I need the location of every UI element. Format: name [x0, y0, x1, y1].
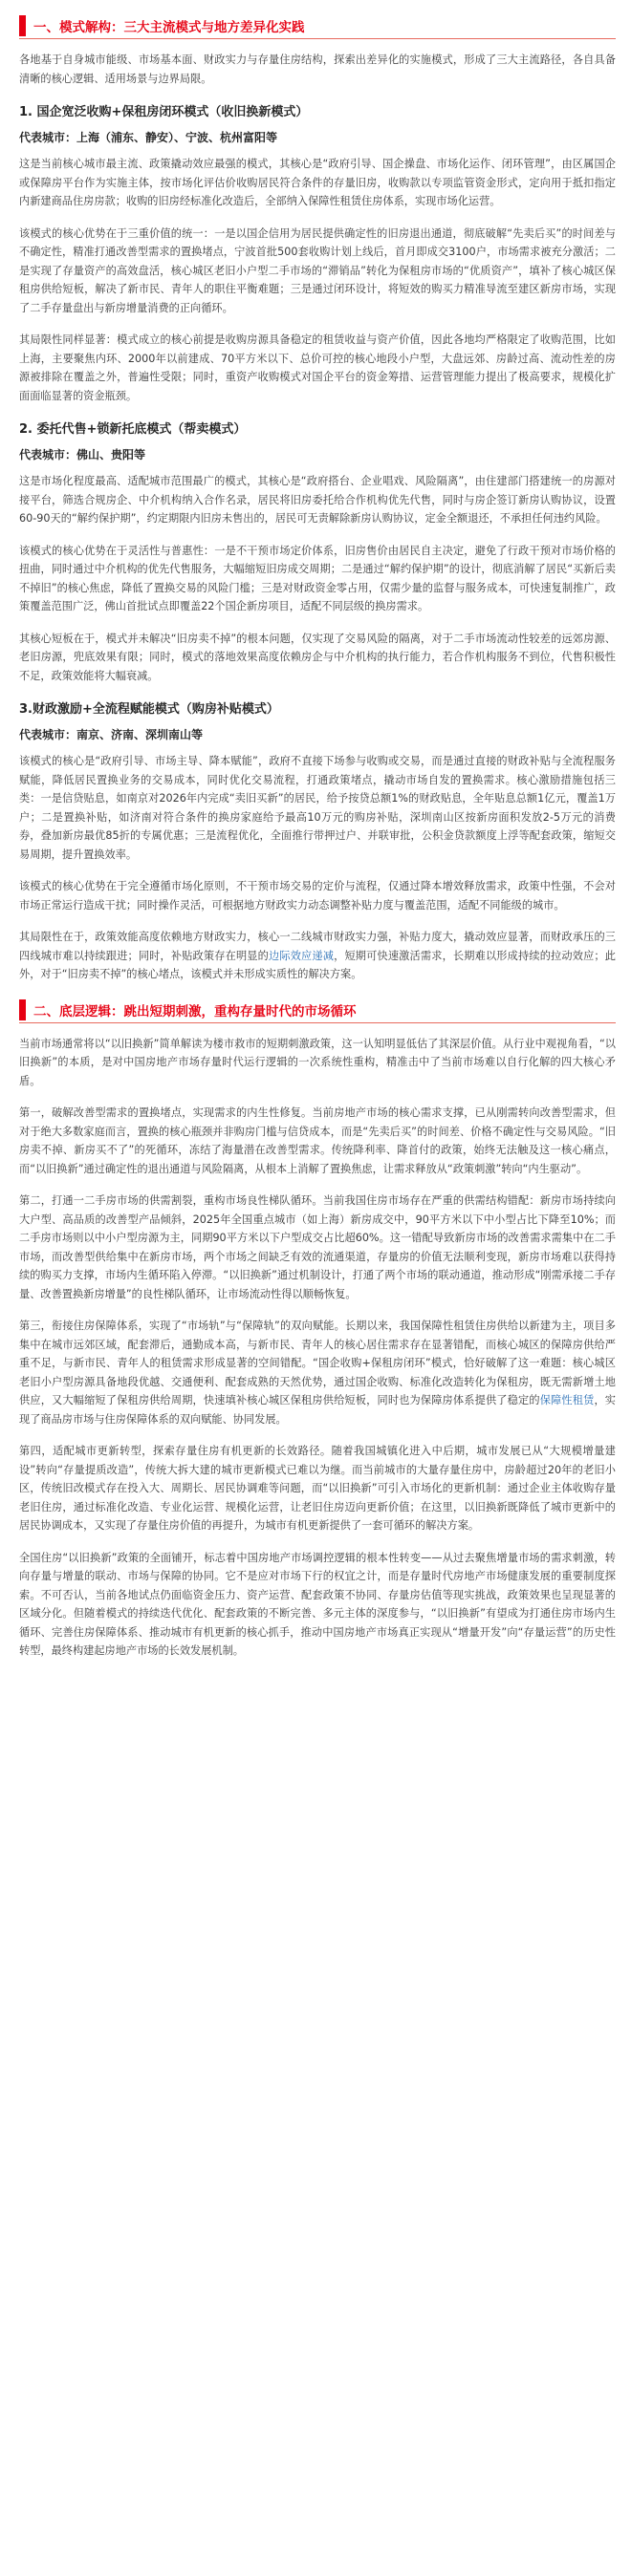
keyword-link[interactable]: 边际效应递减 [269, 949, 335, 962]
paragraph: 该模式的核心是“政府引导、市场主导、降本赋能”，政府不直接下场参与收购或交易，而是通过直接的财政补贴与全流程服务赋能，降低居民置换业务的交易成本，同时优化交易流程，打通政策堵点，撬动市场自发的置换需求。核心激励措施包括三类：一是信贷贴息，如南京对2026年内完成“卖旧买新”的居民，给予按贷总额1%的财政贴息，全年贴息总额1亿元，覆盖1万户；二是置换补贴，如济南对符合条件的换房家庭给予最高10万元的购房补贴，深圳南山区按新房面积发放2-5万元的消费券，叠加新房最优85折的专属优惠；三是流程优化，全面推行带押过户、并联审批，公积金贷款额度上浮等配套政策，缩短交易周期，提升置换效率。 [19, 755, 616, 861]
section-header [19, 998, 616, 1023]
mode-heading: 1. 国企宽泛收购+保租房闭环模式（收旧换新模式） [19, 105, 309, 119]
keyword-link[interactable]: 保障性租赁 [539, 1394, 595, 1406]
section-header [19, 13, 616, 39]
paragraph: 该模式的核心优势在于灵活性与普惠性：一是不干预市场定价体系，旧房售价由居民自主决定，避免了行政干预对市场价格的扭曲，同时通过中介机构的优先代售服务，大幅缩短旧房成交周期；二是通过“解约保护期”的设计，彻底消解了居民“买新后卖不掉旧”的核心焦虑，降低了置换交易的风险门槛；三是对财政资金零占用，仅需少量的监督与服务成本，可快速复制推广，政策覆盖范围广泛，佛山首批试点即覆盖22个国企新房项目，适配不同层级的换房需求。 [19, 544, 616, 612]
paragraph [19, 928, 616, 984]
section-intro: 各地基于自身城市能级、市场基本面、财政实力与存量住房结构，探索出差异化的实施模式，形成了三大主流路径，各自具备清晰的核心逻辑、适用场景与边界局限。 [19, 54, 616, 85]
paragraph: 全国住房“以旧换新”政策的全面铺开，标志着中国房地产市场调控逻辑的根本性转变——从过去聚焦增量市场的需求刺激，转向存量与增量的联动、市场与保障的协同。它不是应对市场下行的权宜之计，而是存量时代房地产市场健康发展的重要制度探索。不可否认，当前各地试点仍面临资金压力、资产运营、配套政策不协同、存量房估值等现实挑战，政策效果也呈现显著的区域分化。但随着模式的持续迭代优化、配套政策的不断完善、多元主体的深度参与，“以旧换新”有望成为打通住房市场内生循环、完善住房保障体系、推动城市有机更新的核心抓手，推动中国房地产市场真正实现从“增量开发”向“存量运营”的历史性转型，最终构建起房地产市场的长效发展机制。 [19, 1551, 616, 1657]
representative-cities: 代表城市：南京、济南、深圳南山等 [19, 728, 204, 741]
paragraph: 第一，破解改善型需求的置换堵点，实现需求的内生性修复。当前房地产市场的核心需求支撑，已从刚需转向改善型需求，但对于绝大多数家庭而言，置换的核心瓶颈并非购房门槛与信贷成本，而是“先卖后买”的时间差、价格不确定性与交易风险。“旧房卖不掉、新房买不了”的死循环，冻结了海量潜在改善型需求。传统降利率、降首付的政策，始终无法触及这一核心痛点，而“以旧换新”通过确定性的退出通道与风险隔离，从根本上消解了置换焦虑，让需求释放从“政策刺激”转向“内生驱动”。 [19, 1106, 616, 1175]
mode-heading: 2. 委托代售+锁新托底模式（帮卖模式） [19, 422, 247, 437]
text-run: ，实现了商品房市场与住房保障体系的双向赋能、协同发展。 [19, 1394, 616, 1426]
article [0, 13, 631, 1661]
section-title: 一、模式解构：三大主流模式与地方差异化实践 [33, 20, 305, 35]
text-run: 其局限性在于，政策效能高度依赖地方财政实力，核心一二线城市财政实力强，补贴力度大，撬动效应显著，而财政承压的三四线城市难以持续跟进；同时，补贴政策存在明显的 [19, 931, 616, 962]
paragraph: 其核心短板在于，模式并未解决“旧房卖不掉”的根本问题，仅实现了交易风险的隔离，对于二手市场流动性较差的远郊房源、老旧房源，兜底效果有限；同时，模式的落地效果高度依赖房企与中介机构的执行能力，若合作机构服务不到位，代售积极性不足，政策效能将大幅衰减。 [19, 632, 616, 682]
paragraph: 这是市场化程度最高、适配城市范围最广的模式，其核心是“政府搭台、企业唱戏、风险隔离”，由住建部门搭建统一的房源对接平台，筛选合规房企、中介机构纳入合作名录，居民将旧房委托给合作机构优先代售，同时与房企签订新房认购协议，设置60-90天的“解约保护期”，约定期限内旧房未售出的，居民可无责解除新房认购协议，定金全额退还，不承担任何违约风险。 [19, 475, 616, 525]
section-title: 二、底层逻辑：跳出短期刺激，重构存量时代的市场循环 [33, 1003, 357, 1020]
paragraph: 第四，适配城市更新转型，探索存量住房有机更新的长效路径。随着我国城镇化进入中后期，城市发展已从“大规模增量建设”转向“存量提质改造”，传统大拆大建的城市更新模式已难以为继。而当前城市的大量存量住房中，房龄超过20年的老旧小区，传统旧改模式存在投入大、周期长、居民协调难等问题，而“以旧换新”可引入市场化的更新机制：通过企业主体收购存量老旧住房，通过标准化改造、专业化运营、规模化运营，让老旧住房迈向更新价值；在这里，以旧换新既降低了城市更新中的居民协调成本，又实现了存量住房价值的再提升，为城市有机更新提供了一套可循环的解决方案。 [19, 1445, 616, 1532]
text-run: ，短期可快速激活需求，长期难以形成持续的拉动效应；此外，对于“旧房卖不掉”的核心堵点，该模式并未形成实质性的解决方案。 [19, 949, 616, 980]
text-run: 第三，衔接住房保障体系，实现了“市场轨”与“保障轨”的双向赋能。长期以来，我国保障性租赁住房供给以新建为主，项目多集中在城市远郊区域，配套滞后，通勤成本高，与新市民、青年人的核心居住需求存在显著错配，而核心城区的保障房供给严重不足，与新市民、青年人的租赁需求形成显著的空间错配。“国企收购+保租房闭环”模式，恰好破解了这一难题：核心城区老旧小户型房源具备地段优越、交通便利、配套成熟的天然优势，通过国企收购、标准化改造转化为保租房，既无需新增土地供应，又大幅缩短了保租房供给周期，快速填补核心城区保租房供给短板，同时也为保障房体系提供了稳定的 [19, 1320, 616, 1406]
paragraph: 其局限性同样显著：模式成立的核心前提是收购房源具备稳定的租赁收益与资产价值，因此各地均严格限定了收购范围，比如上海，主要聚焦内环、2000年以前建成、70平方米以下、总价可控的核心地段小户型，大盘远郊、房龄过高、流动性差的房源被排除在覆盖之外，普遍性受限；同时，重资产收购模式对国企平台的资金筹措、运营管理能力提出了极高要求，规模化扩面面临显著的资金瓶颈。 [19, 333, 616, 402]
paragraph: 当前市场通常将以“以旧换新”简单解读为楼市救市的短期刺激政策，这一认知明显低估了其深层价值。从行业中观视角看，“以旧换新”的本质，是对中国房地产市场存量时代运行逻辑的一次系统性重构，精准击中了当前市场难以自行化解的四大核心矛盾。 [19, 1037, 616, 1087]
representative-cities: 代表城市：佛山、贵阳等 [19, 448, 146, 462]
paragraph: 该模式的核心优势在于三重价值的统一：一是以国企信用为居民提供确定性的旧房退出通道，彻底破解“先卖后买”的时间差与不确定性，精准打通改善型需求的置换堵点，宁波首批500套收购计划上线后，首月即成交3100户，市场需求被充分激活；二是实现了存量资产的高效盘活，核心城区老旧小户型二手市场的“滞销品”转化为保租房市场的“优质资产”，填补了核心城区保租房供给短板，解决了新市民、青年人的职住平衡难题；三是通过闭环设计，将短效的购买力精准导流至建区新房市场，实现了二手存量盘出与新房增量消费的正向循环。 [19, 226, 616, 314]
representative-cities: 代表城市：上海（浦东、静安）、宁波、杭州富阳等 [19, 131, 278, 144]
section-marker [19, 999, 26, 1020]
section-marker [19, 15, 26, 36]
paragraph: 该模式的核心优势在于完全遵循市场化原则，不干预市场交易的定价与流程，仅通过降本增效释放需求，政策中性强，不会对市场正常运行造成干扰；同时操作灵活，可根据地方财政实力动态调整补贴力度与覆盖范围，适配不同能级的城市。 [19, 880, 616, 912]
mode-heading: 3.财政激励+全流程赋能模式（购房补贴模式） [19, 702, 279, 717]
paragraph: 这是当前核心城市最主流、政策撬动效应最强的模式，其核心是“政府引导、国企操盘、市场化运作、闭环管理”，由区属国企或保障房平台作为实施主体，按市场化评估价收购居民符合条件的存量旧房，收购款以专项监管资金形式，定向用于抵扣指定内新建商品住房房款；收购的旧房经标准化改造后，全部纳入保障性租赁住房体系，实现市场化运营。 [19, 158, 616, 207]
paragraph [19, 1317, 616, 1428]
paragraph: 第二，打通一二手房市场的供需割裂，重构市场良性梯队循环。当前我国住房市场存在严重的供需结构错配：新房市场持续向大户型、高品质的改善型产品倾斜，2025年全国重点城市（如上海）新房成交中，90平方米以下中小型占比下降至10%；而二手房市场则以中小户型房源为主，同期90平方米以下户型成交占比超60%。这一错配导致新房市场的改善需求需集中在二手市场，而改善型供给集中在新房市场，两个市场之间缺乏有效的流通渠道，存量房的价值无法顺利变现，新房市场难以获得持续的购买力支撑，市场内生循环陷入停滞。“以旧换新”通过机制设计，打通了两个市场的联动通道，推动形成“刚需承接二手存量、改善置换新房增量”的良性梯队循环，让市场流动性得以顺畅恢复。 [19, 1194, 616, 1300]
